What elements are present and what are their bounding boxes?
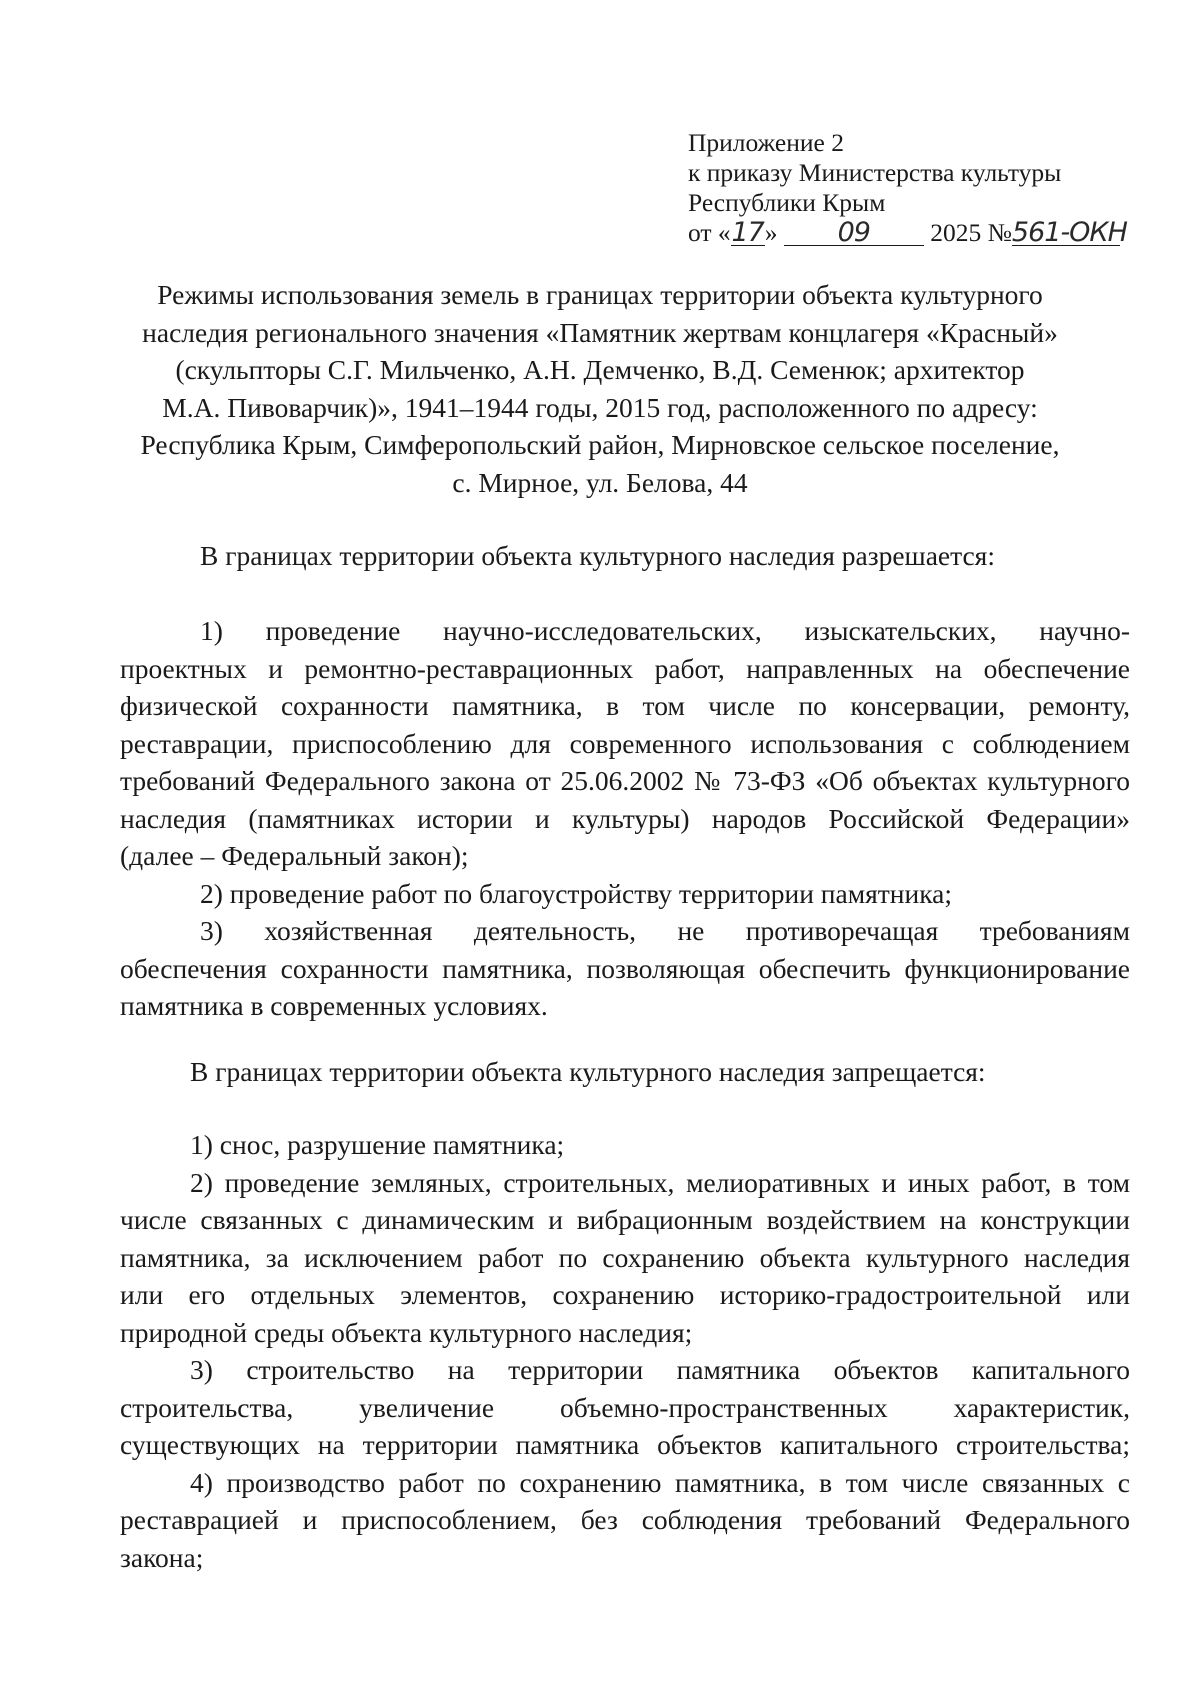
title-line: М.А. Пивоварчик)», 1941–1944 годы, 2015 год, расположенного по адресу: [162,391,1038,423]
allowed-line: физической сохранности памятника, в том числе по консервации, ремонту, [120,690,1130,721]
forbidden-line: 2) проведение земляных, строительных, мелиоративных и иных работ, в том [190,1166,1130,1198]
allowed-list [120,612,1130,1025]
allowed-line: проектных и ремонтно-реставрационных работ, направленных на обеспечение [120,652,1130,684]
forbidden-line: 1) снос, разрушение памятника; [190,1129,565,1160]
allowed-heading: В границах территории объекта культурного наследия разрешается: [200,540,995,571]
forbidden-line: существующих на территории памятника объектов капитального строительства; [120,1429,1130,1460]
allowed-line: требований Федерального закона от 25.06.2002 № 73-ФЗ «Об объектах культурного [120,765,1130,796]
handwritten-order-number: 561-ОКН [1011,217,1127,248]
allowed-line: (далее – Федеральный закон); [120,840,469,871]
title-line: с. Мирное, ул. Белова, 44 [452,466,748,498]
annex-number: Приложение 2 [688,128,844,157]
allowed-line: обеспечения сохранности памятника, позволяющая обеспечить функционирование [120,952,1130,984]
title-line: Режимы использования земель в границах территории объекта культурного [157,279,1043,310]
forbidden-line: 4) производство работ по сохранению памятника, в том числе связанных с [190,1466,1130,1498]
annex-block [688,128,1168,248]
document-title [100,276,1100,501]
title-line: Республика Крым, Симферопольский район, Мирновское сельское поселение, [140,429,1060,460]
forbidden-line: реставрацией и приспособлением, без соблюдения требований Федерального [120,1504,1130,1535]
allowed-line: наследия (памятниках истории и культуры) народов Российской Федерации» [120,802,1130,834]
allowed-line: 2) проведение работ по благоустройству территории памятника; [200,877,953,909]
annex-order-ref: к приказу Министерства культуры [688,158,1062,187]
annex-date-line: от «17» 09 2025 №561-ОКН [688,217,1127,248]
forbidden-line: 3) строительство на территории памятника объектов капитального [190,1354,1130,1385]
forbidden-line: строительства, увеличение объемно-пространственных характеристик, [120,1391,1130,1423]
forbidden-line: числе связанных с динамическим и вибрационным воздействием на конструкции [120,1204,1130,1235]
forbidden-line: или его отдельных элементов, сохранению историко-градостроительной или [120,1279,1130,1310]
forbidden-list [120,1126,1130,1576]
title-line: наследия регионального значения «Памятник жертвам концлагеря «Красный» [142,316,1058,348]
annex-republic: Республики Крым [688,188,886,217]
forbidden-line: памятника, за исключением работ по сохранению объекта культурного наследия [120,1241,1130,1273]
handwritten-day: 17 [731,217,764,248]
forbidden-heading: В границах территории объекта культурного наследия запрещается: [190,1056,986,1087]
forbidden-line: закона; [120,1541,204,1573]
title-line: (скульпторы С.Г. Мильченко, А.Н. Демченко, В.Д. Семенюк; архитектор [175,354,1025,385]
handwritten-month: 09 [784,221,924,246]
allowed-line: 1) проведение научно-исследовательских, изыскательских, научно- [200,615,1130,646]
forbidden-line: природной среды объекта культурного наследия; [120,1316,693,1348]
allowed-line: 3) хозяйственная деятельность, не противоречащая требованиям [200,915,1130,946]
annex-year: 2025 № [930,218,1012,247]
allowed-line: реставрации, приспособлению для современного использования с соблюдением [120,727,1130,759]
allowed-line: памятника в современных условиях. [120,990,548,1021]
